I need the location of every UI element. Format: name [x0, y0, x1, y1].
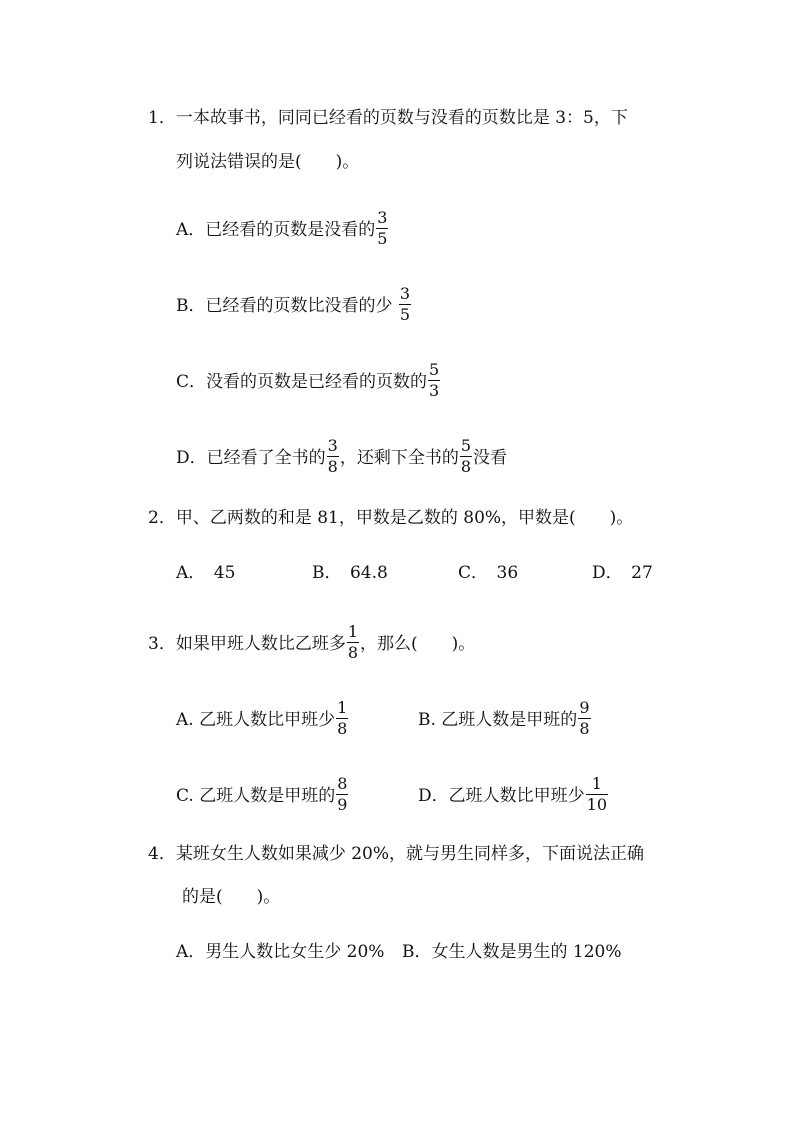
q1-option-a-fraction — [376, 210, 388, 247]
q3-option-d — [418, 774, 609, 815]
denominator: 8 — [347, 643, 359, 662]
q3-stem-text2: ，那么( )。 — [360, 634, 476, 654]
numerator: 1 — [347, 622, 359, 641]
q3-stem — [148, 622, 476, 663]
q3-option-d-fraction — [586, 776, 608, 813]
numerator: 3 — [399, 284, 411, 303]
denominator: 8 — [460, 457, 472, 476]
q1-option-d — [176, 436, 508, 477]
q1-option-d-fraction1 — [327, 438, 339, 475]
q4-option-b: B．女生人数是男生的 120% — [402, 942, 622, 962]
numerator: 3 — [377, 208, 388, 227]
numerator: 8 — [337, 774, 348, 793]
q3-option-a-fraction — [336, 700, 348, 737]
q2-option-d: D． 27 — [592, 563, 653, 583]
numerator: 9 — [579, 698, 590, 717]
q2-option-a: A． 45 — [176, 563, 236, 583]
numerator: 5 — [429, 360, 440, 379]
q2-stem: 2．甲、乙两数的和是 81，甲数是乙数的 80%，甲数是( )。 — [148, 508, 634, 528]
q3-option-b-text: B. 乙班人数是甲班的 — [418, 710, 578, 730]
q1-option-b-text: B．已经看的页数比没看的少 — [176, 296, 393, 316]
q2-option-c: C． 36 — [458, 563, 519, 583]
numerator: 1 — [591, 774, 602, 793]
q3-stem-text1: 3．如果甲班人数比乙班多 — [148, 634, 346, 654]
q1-option-c-text: C．没看的页数是已经看的页数的 — [176, 372, 428, 392]
q4-option-a: A．男生人数比女生少 20% — [176, 942, 385, 962]
denominator: 8 — [337, 719, 348, 738]
q1-option-d-text3: 没看 — [473, 448, 508, 468]
denominator: 5 — [399, 305, 411, 324]
numerator: 5 — [460, 436, 472, 455]
q1-option-a-text: A．已经看的页数是没看的 — [176, 220, 376, 240]
denominator: 5 — [377, 229, 388, 248]
q1-stem-line1: 1．一本故事书，同同已经看的页数与没看的页数比是 3：5，下 — [148, 108, 628, 128]
denominator: 9 — [337, 795, 348, 814]
q1-option-d-text2: ，还剩下全书的 — [339, 448, 459, 468]
denominator: 10 — [586, 795, 607, 814]
q1-option-b — [176, 284, 412, 325]
q3-option-a-text: A. 乙班人数比甲班少 — [176, 710, 336, 730]
q4-stem-line2: 的是( )。 — [182, 887, 281, 907]
q1-option-d-fraction2 — [460, 438, 472, 475]
denominator: 3 — [429, 381, 440, 400]
denominator: 8 — [327, 457, 338, 476]
q1-option-d-text1: D．已经看了全书的 — [176, 448, 326, 468]
q1-option-b-fraction — [399, 286, 411, 323]
q1-option-c-fraction — [428, 362, 440, 399]
q3-option-a — [176, 698, 349, 739]
q1-option-c — [176, 360, 441, 401]
numerator: 1 — [337, 698, 348, 717]
q3-option-b-fraction — [578, 700, 590, 737]
denominator: 8 — [579, 719, 590, 738]
q1-stem-line2: 列说法错误的是( )。 — [176, 152, 360, 172]
numerator: 3 — [327, 436, 338, 455]
q3-option-d-text: D．乙班人数比甲班少 — [418, 786, 585, 806]
q3-stem-fraction — [347, 624, 359, 661]
q2-option-b: B． 64.8 — [312, 563, 388, 583]
q1-option-a — [176, 208, 389, 249]
q4-stem-line1: 4．某班女生人数如果减少 20%，就与男生同样多，下面说法正确 — [148, 844, 645, 864]
q3-option-c-fraction — [336, 776, 348, 813]
q3-option-c-text: C. 乙班人数是甲班的 — [176, 786, 336, 806]
q3-option-b — [418, 698, 592, 739]
q3-option-c — [176, 774, 349, 815]
